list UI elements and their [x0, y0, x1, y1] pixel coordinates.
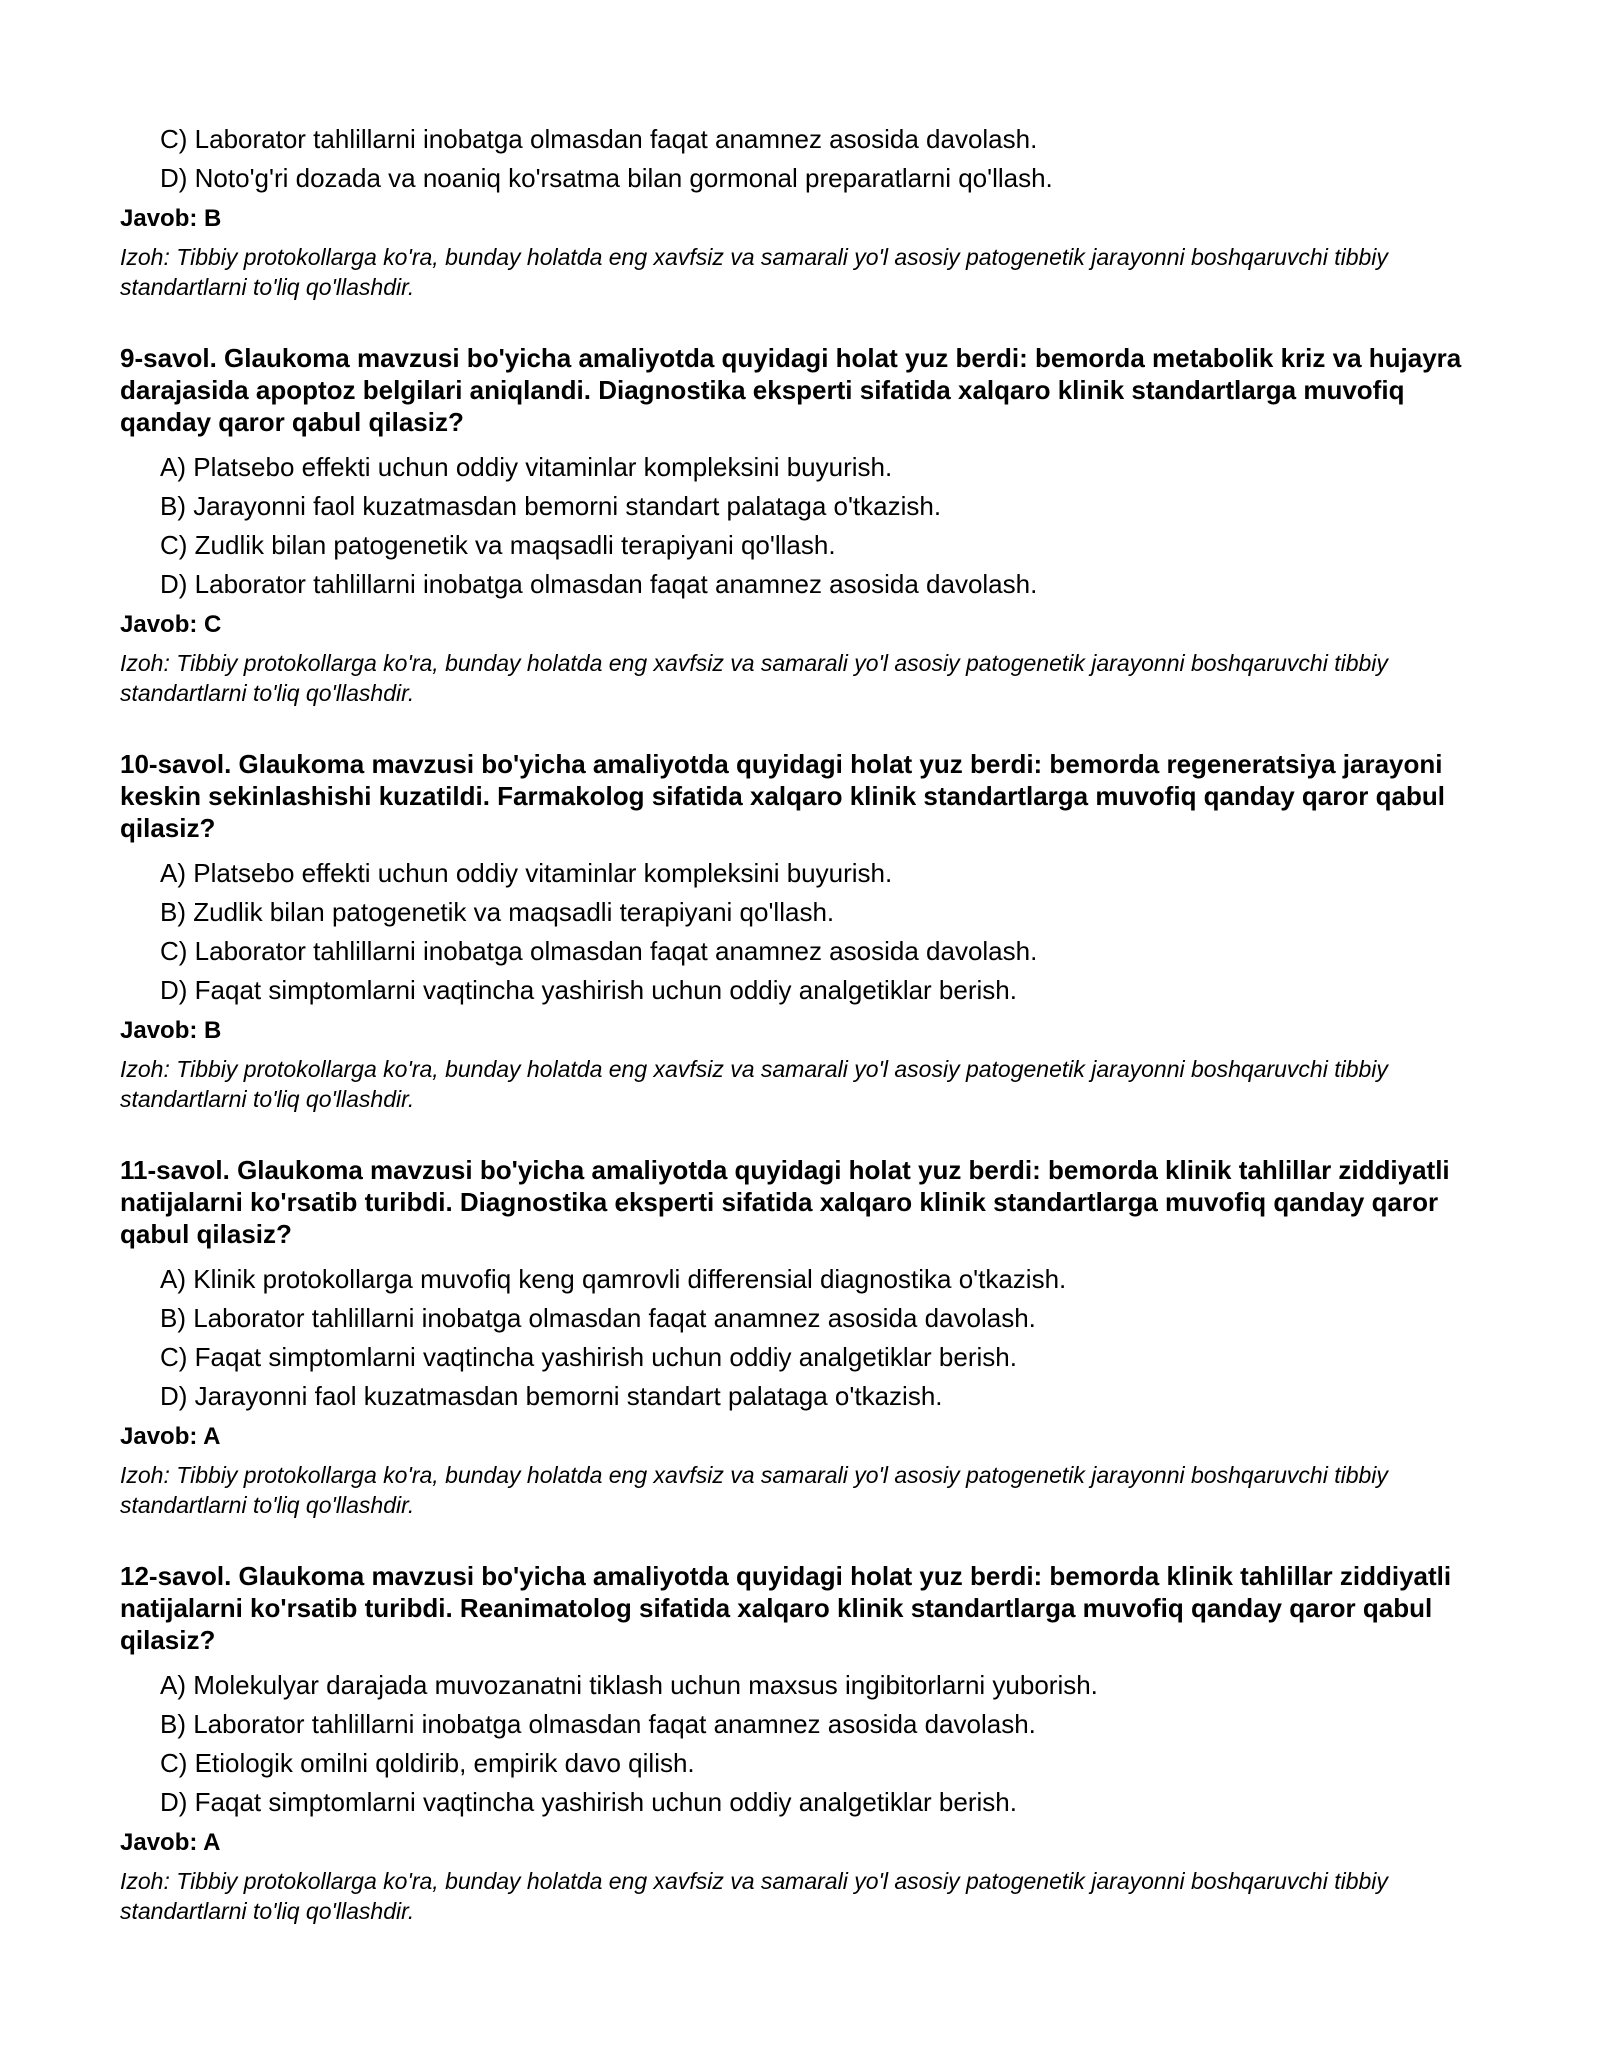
option-a: A) Platsebo effekti uchun oddiy vitaminlar kompleksini buyurish. — [160, 858, 893, 888]
option-d: D) Jarayonni faol kuzatmasdan bemorni standart palataga o'tkazish. — [160, 1381, 943, 1411]
option-a: A) Platsebo effekti uchun oddiy vitaminlar kompleksini buyurish. — [160, 452, 893, 482]
answer-label: Javob: A — [120, 1423, 221, 1450]
question-10 — [120, 748, 1480, 1114]
option-d: D) Faqat simptomlarni vaqtincha yashirish uchun oddiy analgetiklar berish. — [160, 1787, 1017, 1817]
answer-label: Javob: A — [120, 1829, 221, 1856]
question-text: 9-savol. Glaukoma mavzusi bo'yicha amaliyotda quyidagi holat yuz berdi: bemorda metabolik kriz va hujayra darajasida apoptoz belgilari aniqlandi. Diagnostika eksperti sifatida xalqaro klinik standartlarga muvofiq qanday qaror qabul qilasiz? — [120, 343, 1462, 437]
answer-label: Javob: B — [120, 1017, 222, 1044]
option-b: B) Jarayonni faol kuzatmasdan bemorni standart palataga o'tkazish. — [160, 491, 942, 521]
question-text: 12-savol. Glaukoma mavzusi bo'yicha amaliyotda quyidagi holat yuz berdi: bemorda klinik tahlillar ziddiyatli natijalarni ko'rsatib turibdi. Reanimatolog sifatida xalqaro klinik standartlarga muvofiq qanday qaror qabul qilasiz? — [120, 1561, 1452, 1655]
option-c: C) Faqat simptomlarni vaqtincha yashirish uchun oddiy analgetiklar berish. — [160, 1342, 1017, 1372]
option-d: D) Faqat simptomlarni vaqtincha yashirish uchun oddiy analgetiklar berish. — [160, 975, 1017, 1005]
option-a: A) Klinik protokollarga muvofiq keng qamrovli differensial diagnostika o'tkazish. — [160, 1264, 1067, 1294]
question-8-continuation — [120, 120, 1480, 302]
question-12 — [120, 1560, 1480, 1926]
question-text: 10-savol. Glaukoma mavzusi bo'yicha amaliyotda quyidagi holat yuz berdi: bemorda regeneratsiya jarayoni keskin sekinlashishi kuzatildi. Farmakolog sifatida xalqaro klinik standartlarga muvofiq qanday qaror qabul qilasiz? — [120, 749, 1445, 843]
options-list — [120, 1260, 1480, 1416]
explanation-note: Izoh: Tibbiy protokollarga ko'ra, bunday holatda eng xavfsiz va samarali yo'l asosiy patogenetik jarayonni boshqaruvchi tibbiy standartlarni to'liq qo'llashdir. — [120, 1056, 1388, 1112]
option-d: D) Laborator tahlillarni inobatga olmasdan faqat anamnez asosida davolash. — [160, 569, 1038, 599]
answer-label: Javob: C — [120, 611, 222, 638]
option-c: C) Laborator tahlillarni inobatga olmasdan faqat anamnez asosida davolash. — [160, 936, 1038, 966]
answer-label: Javob: B — [120, 205, 222, 232]
explanation-note: Izoh: Tibbiy protokollarga ko'ra, bunday holatda eng xavfsiz va samarali yo'l asosiy patogenetik jarayonni boshqaruvchi tibbiy standartlarni to'liq qo'llashdir. — [120, 1462, 1388, 1518]
question-text: 11-savol. Glaukoma mavzusi bo'yicha amaliyotda quyidagi holat yuz berdi: bemorda klinik tahlillar ziddiyatli natijalarni ko'rsatib turibdi. Diagnostika eksperti sifatida xalqaro klinik standartlarga muvofiq qanday qaror qabul qilasiz? — [120, 1155, 1450, 1249]
option-b: B) Laborator tahlillarni inobatga olmasdan faqat anamnez asosida davolash. — [160, 1709, 1036, 1739]
options-list — [120, 854, 1480, 1010]
option-a: A) Molekulyar darajada muvozanatni tiklash uchun maxsus ingibitorlarni yuborish. — [160, 1670, 1098, 1700]
option-b: B) Zudlik bilan patogenetik va maqsadli terapiyani qo'llash. — [160, 897, 835, 927]
options-list — [120, 448, 1480, 604]
option-c: C) Zudlik bilan patogenetik va maqsadli terapiyani qo'llash. — [160, 530, 836, 560]
option-c: C) Laborator tahlillarni inobatga olmasdan faqat anamnez asosida davolash. — [160, 124, 1038, 154]
explanation-note: Izoh: Tibbiy protokollarga ko'ra, bunday holatda eng xavfsiz va samarali yo'l asosiy patogenetik jarayonni boshqaruvchi tibbiy standartlarni to'liq qo'llashdir. — [120, 1868, 1388, 1924]
options-list — [120, 120, 1480, 198]
explanation-note: Izoh: Tibbiy protokollarga ko'ra, bunday holatda eng xavfsiz va samarali yo'l asosiy patogenetik jarayonni boshqaruvchi tibbiy standartlarni to'liq qo'llashdir. — [120, 244, 1388, 300]
document-page — [120, 120, 1480, 1926]
question-9 — [120, 342, 1480, 708]
explanation-note: Izoh: Tibbiy protokollarga ko'ra, bunday holatda eng xavfsiz va samarali yo'l asosiy patogenetik jarayonni boshqaruvchi tibbiy standartlarni to'liq qo'llashdir. — [120, 650, 1388, 706]
option-c: C) Etiologik omilni qoldirib, empirik davo qilish. — [160, 1748, 695, 1778]
option-d: D) Noto'g'ri dozada va noaniq ko'rsatma bilan gormonal preparatlarni qo'llash. — [160, 163, 1053, 193]
options-list — [120, 1666, 1480, 1822]
question-11 — [120, 1154, 1480, 1520]
option-b: B) Laborator tahlillarni inobatga olmasdan faqat anamnez asosida davolash. — [160, 1303, 1036, 1333]
